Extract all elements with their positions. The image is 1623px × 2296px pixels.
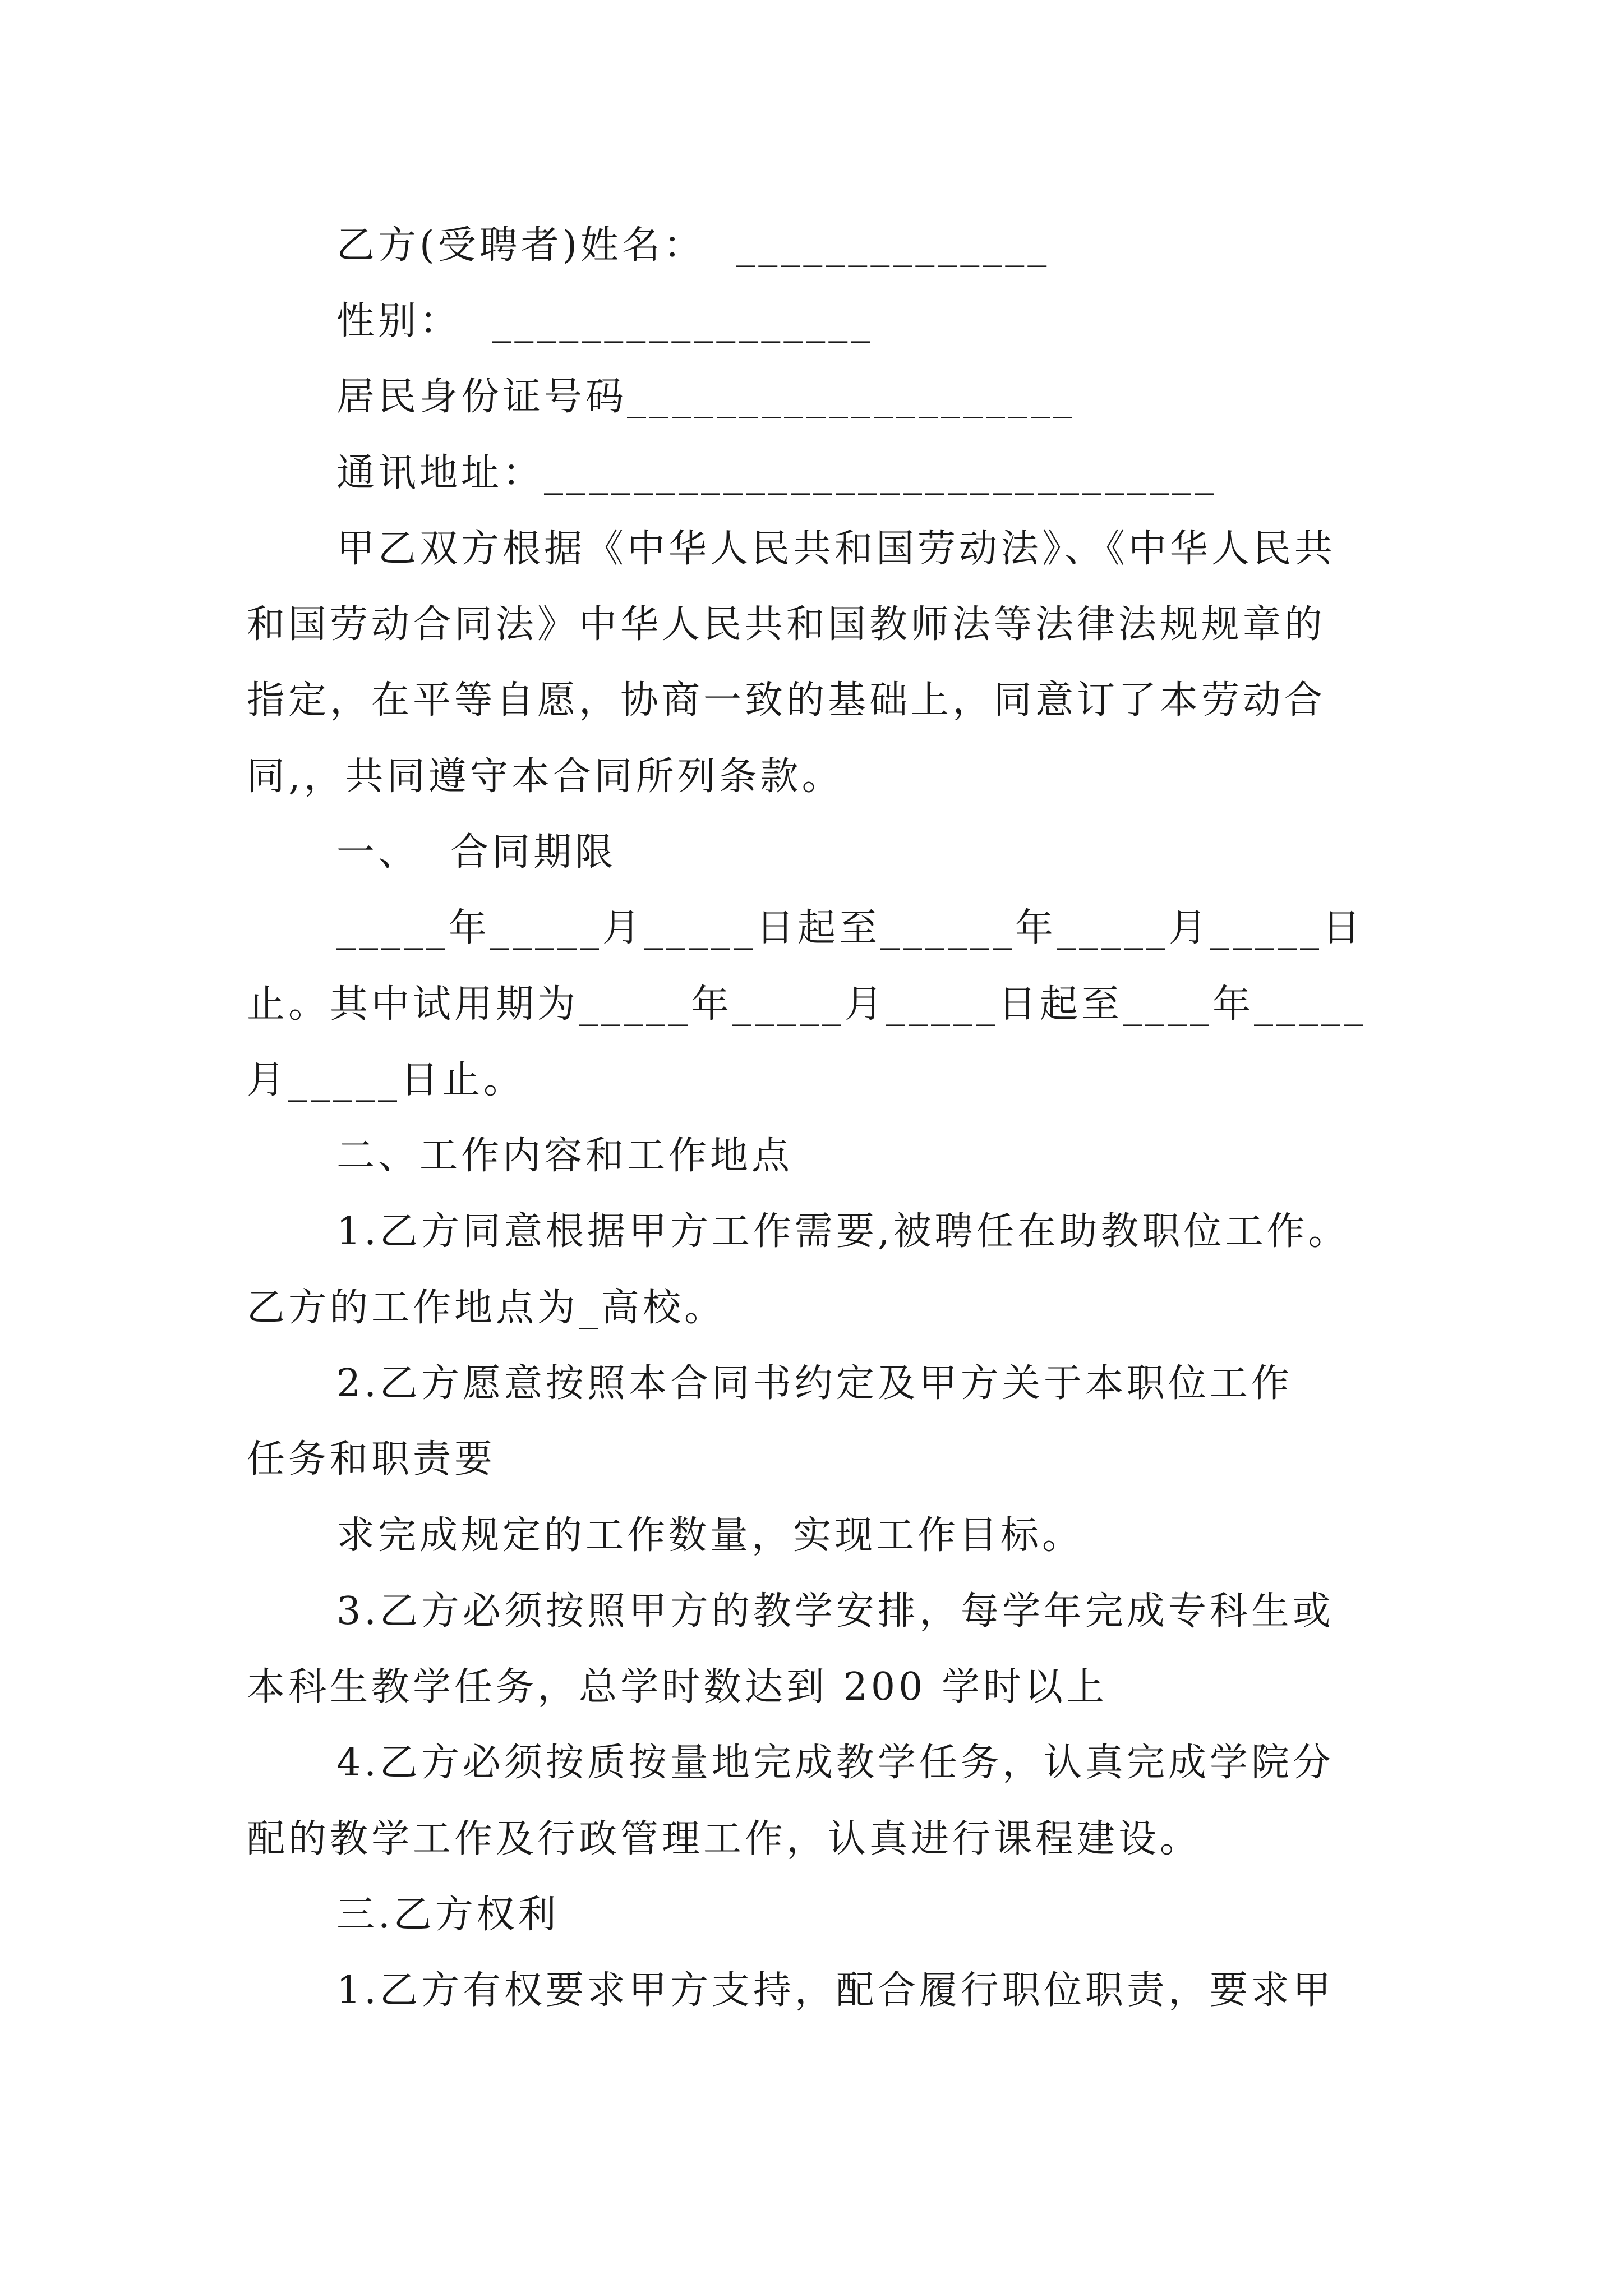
paragraph-line: 2.乙方愿意按照本合同书约定及甲方关于本职位工作: [336, 1361, 1293, 1406]
id-number-field-line: 居民身份证号码____________________: [336, 375, 1076, 419]
paragraph-line: 和国劳动合同法》中华人民共和国教师法等法律法规规章的: [247, 602, 1326, 647]
address-field-line: 通讯地址：______________________________: [336, 451, 1218, 495]
paragraph-line: 同,，共同遵守本合同所列条款。: [247, 754, 843, 799]
paragraph-line: 1.乙方同意根据甲方工作需要,被聘任在助教职位工作。: [336, 1209, 1350, 1254]
paragraph-line: 求完成规定的工作数量，实现工作目标。: [336, 1513, 1084, 1558]
gender-field-line: 性别： _________________: [336, 299, 874, 343]
paragraph-line: 止。其中试用期为_____年_____月_____日起至____年_____: [247, 982, 1367, 1027]
paragraph-line: 甲乙双方根据《中华人民共和国劳动法》、《中华人民共: [336, 527, 1336, 571]
paragraph-line: 任务和职责要: [247, 1437, 496, 1481]
paragraph-line: 1.乙方有权要求甲方支持，配合履行职位职责，要求甲: [336, 1968, 1334, 2013]
section-heading: 三.乙方权利: [336, 1893, 560, 1937]
paragraph-line: 乙方的工作地点为_高校。: [247, 1286, 726, 1330]
section-heading: 二、工作内容和工作地点: [336, 1134, 794, 1178]
paragraph-line: _____年_____月_____日起至______年_____月_____日: [336, 906, 1364, 950]
paragraph-line: 指定，在平等自愿，协商一致的基础上，同意订了本劳动合: [247, 678, 1326, 723]
paragraph-line: 4.乙方必须按质按量地完成教学任务，认真完成学院分: [336, 1741, 1334, 1785]
paragraph-line: 本科生教学任务，总学时数达到 200 学时以上: [247, 1665, 1108, 1709]
paragraph-line: 3.乙方必须按照甲方的教学安排，每学年完成专科生或: [336, 1589, 1334, 1634]
paragraph-line: 月_____日止。: [247, 1058, 525, 1102]
name-field-line: 乙方(受聘者)姓名： ______________: [336, 223, 1050, 268]
paragraph-line: 配的教学工作及行政管理工作，认真进行课程建设。: [247, 1817, 1202, 1861]
section-heading: 一、 合同期限: [336, 830, 617, 875]
